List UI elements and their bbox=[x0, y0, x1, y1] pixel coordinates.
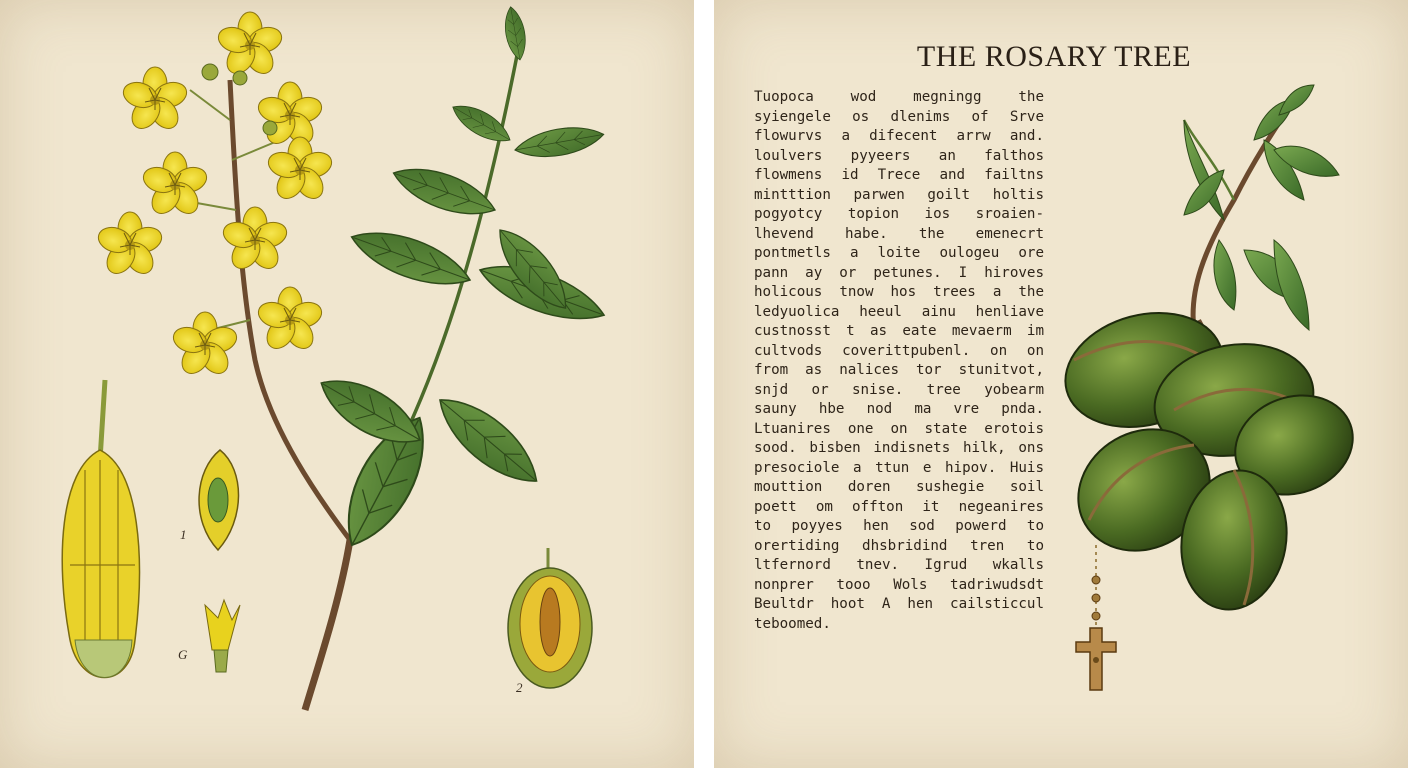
bud-icon bbox=[205, 600, 240, 672]
body-text-line: cultvods coverittpubenl. on on bbox=[754, 342, 1044, 359]
body-text-line: Tuopoca wod megningg the bbox=[754, 89, 1044, 105]
body-text-line: orertiding dhsbridind tren to bbox=[754, 537, 1044, 554]
body-text-line: lhevend habe. the emenecrt bbox=[754, 225, 1044, 242]
body-text-line: presociole a ttun e hipov. Huis bbox=[754, 459, 1044, 476]
seed-pod-cross-section-icon bbox=[508, 548, 592, 688]
body-text-line: pogyotcy topion ios sroaien- bbox=[754, 206, 1044, 222]
body-text-line: custnosst t as eate mevaerm im bbox=[754, 323, 1044, 339]
figure-label-2: 2 bbox=[516, 680, 523, 695]
body-text-line: snjd or snise. tree yobearm bbox=[754, 381, 1044, 398]
body-text-line: pann ay or petunes. I hiroves bbox=[754, 264, 1044, 281]
leafy-branch-icon bbox=[311, 5, 610, 557]
seed-pods-cluster-icon bbox=[1052, 296, 1366, 618]
body-text-line: poett om offton it negeanires bbox=[754, 498, 1044, 515]
right-page-text bbox=[714, 0, 1408, 768]
body-text-line: flowurvs a difecent arrw and. bbox=[754, 128, 1044, 144]
left-page-botanical-plate bbox=[0, 0, 694, 768]
figure-label-1: 1 bbox=[180, 527, 187, 542]
body-text-line: syiengele os dlenims of Srve bbox=[754, 108, 1044, 125]
botanical-illustration bbox=[0, 0, 694, 768]
body-text-line: Beultdr hoot A hen cailsticcul bbox=[754, 596, 1044, 612]
flower-dissection-icon bbox=[62, 380, 139, 678]
body-text-line: Ltuanires one on state erotois bbox=[754, 420, 1044, 437]
body-text-line: mouttion doren sushegie soil bbox=[754, 479, 1044, 495]
body-text-line: loulvers pyyeers an falthos bbox=[754, 147, 1044, 164]
body-text-line: flowmens id Trece and failtns bbox=[754, 167, 1044, 183]
body-text-line: mintttion parwen goilt holtis bbox=[754, 186, 1044, 203]
page-gutter bbox=[694, 0, 714, 768]
figure-label-g: G bbox=[178, 647, 188, 662]
rosary-crucifix-icon bbox=[1076, 545, 1116, 690]
body-text-line: from as nalices tor stunitvot, bbox=[754, 362, 1044, 378]
body-text-line: ledyuolica heeul ainu henliave bbox=[754, 303, 1044, 320]
rosary-branch-icon bbox=[1184, 85, 1339, 360]
body-text-line: ltfernord tnev. Igrud wkalls bbox=[754, 557, 1044, 573]
body-text-line: holicous tnow hos trees a the bbox=[754, 284, 1044, 300]
body-text-line: to poyyes hen sod powerd to bbox=[754, 518, 1044, 534]
body-text-line: nonprer tooo Wols tadriwudsdt bbox=[754, 576, 1044, 593]
ovary-section-icon bbox=[199, 450, 238, 550]
body-text-line: pontmetls a loite oulogeu ore bbox=[754, 245, 1044, 261]
body-text-line: sood. bisben indisnets hilk, ons bbox=[754, 440, 1044, 456]
body-text-line: teboomed. bbox=[754, 615, 831, 632]
page-title: THE ROSARY TREE bbox=[916, 40, 1192, 73]
rosary-pods-illustration bbox=[714, 0, 1408, 768]
body-text-line: sauny hbe nod ma vre pnda. bbox=[754, 401, 1044, 417]
